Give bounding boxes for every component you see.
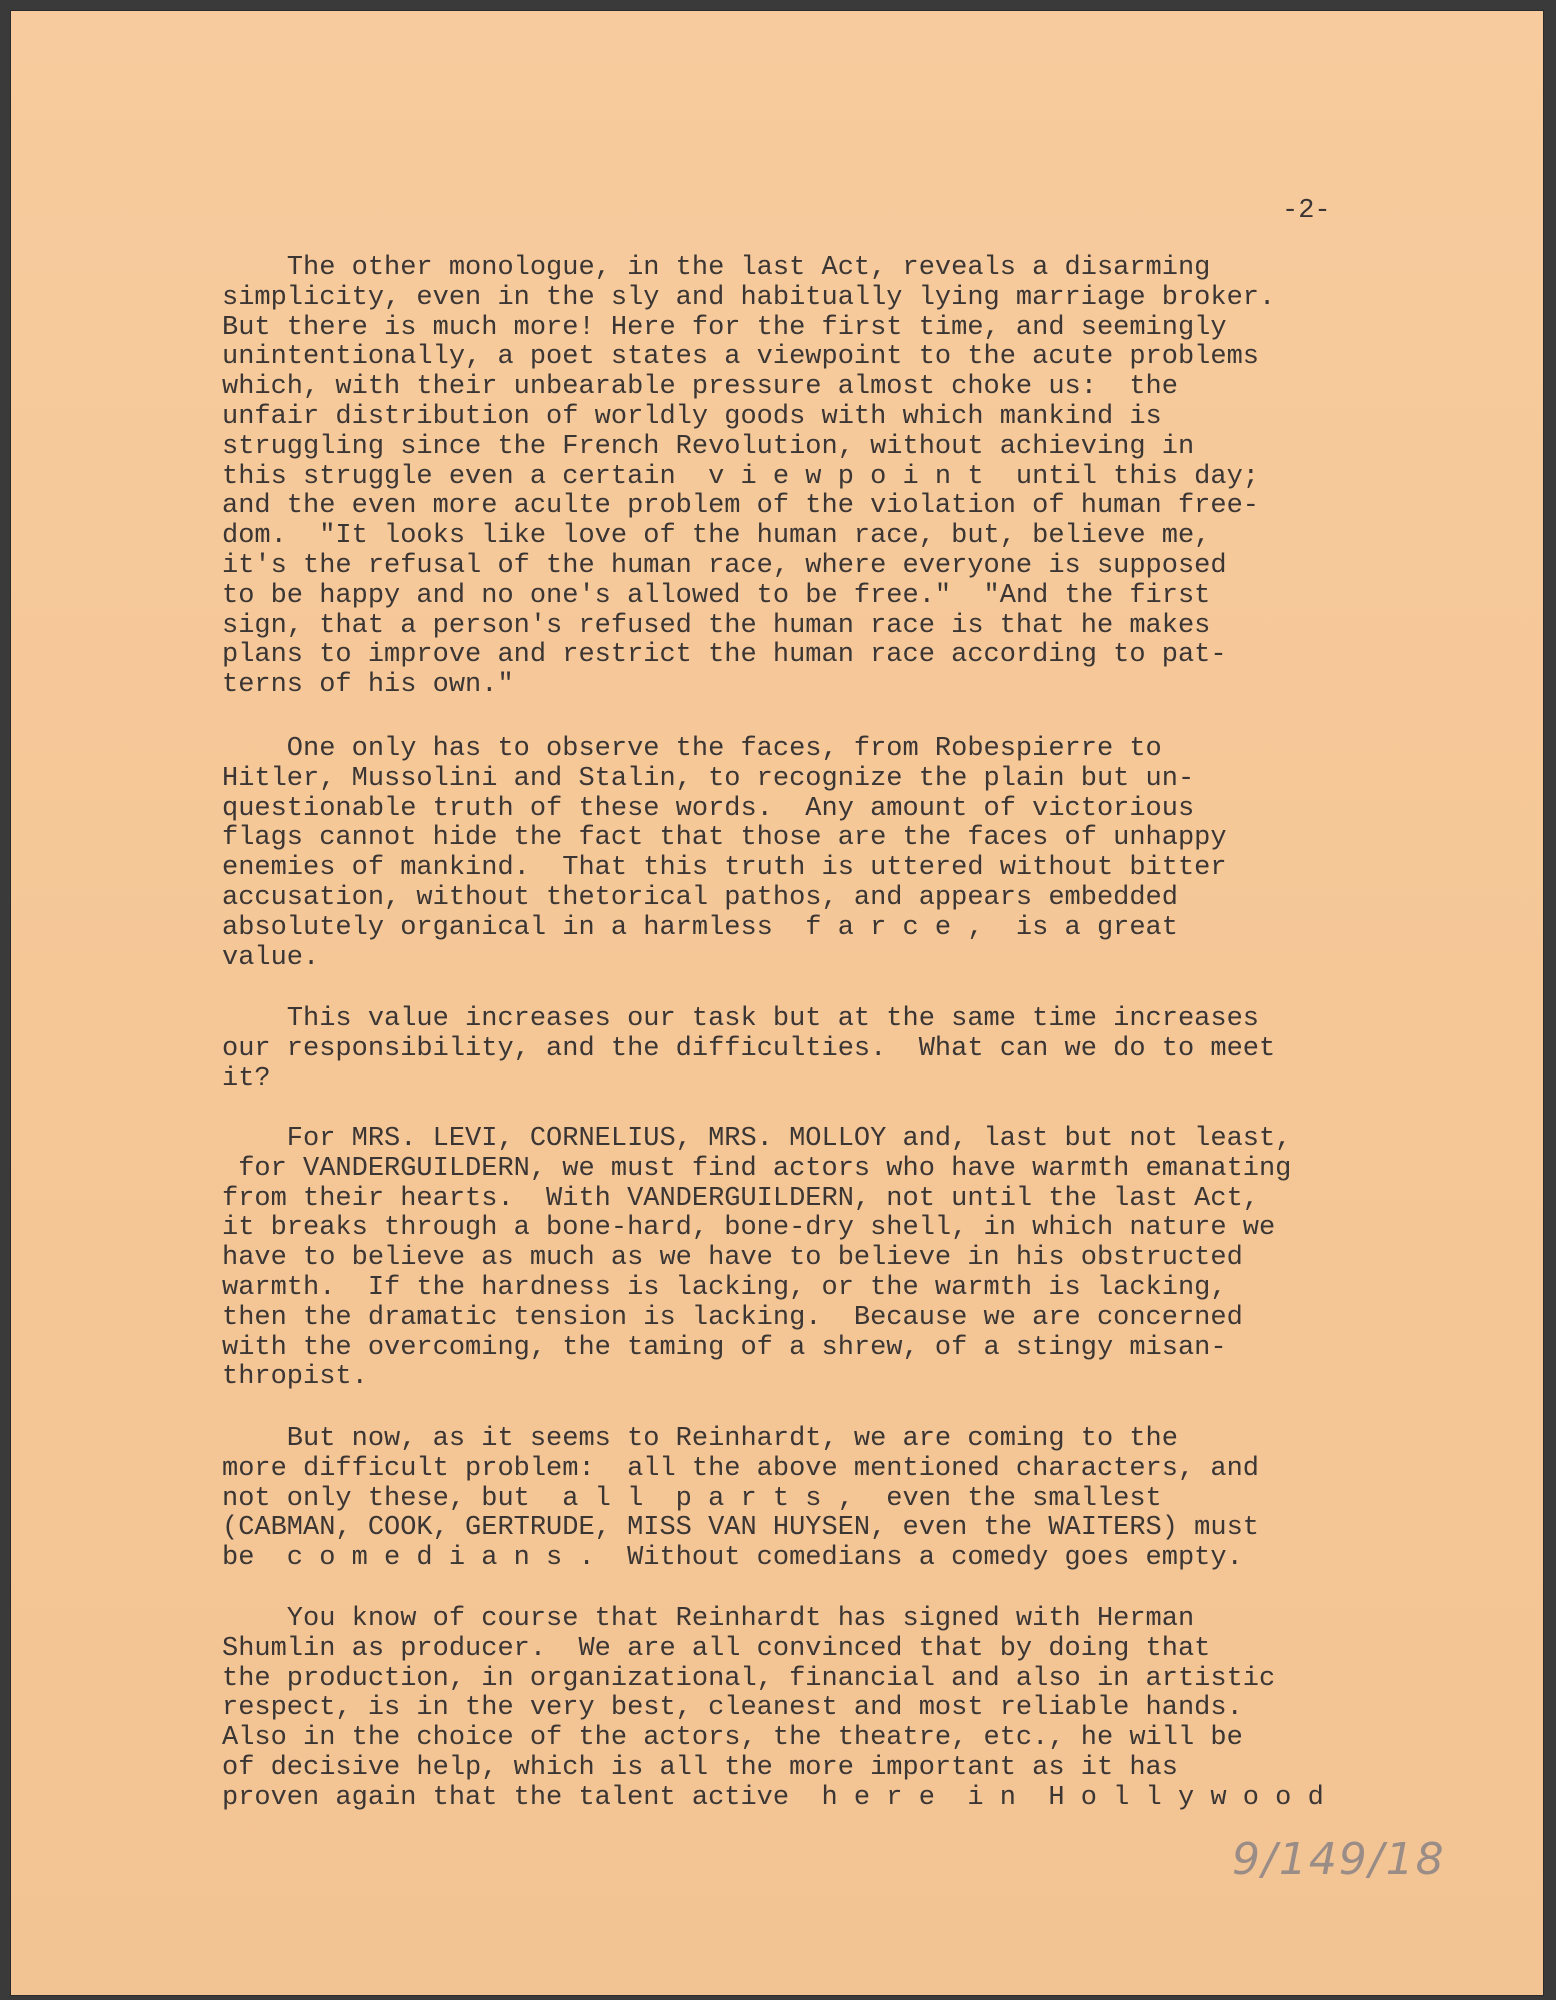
text-line: struggling since the French Revolution, without achieving in [222,431,1195,462]
document-page [10,10,1544,1996]
page-number: -2- [1282,196,1331,226]
text-line: our responsibility, and the difficulties. What can we do to meet [222,1033,1276,1064]
text-line: This value increases our task but at the same time increases [222,1004,1259,1034]
text-line: more difficult problem: all the above mentioned characters, and [222,1453,1259,1484]
text-line: Also in the choice of the actors, the theatre, etc., he will be [222,1723,1243,1754]
text-line: terns of his own." [222,670,514,701]
paragraph-3 [222,1005,1422,1094]
text-line: enemies of mankind. That this truth is uttered without bitter [222,853,1227,884]
text-line: flags cannot hide the fact that those are the faces of unhappy [222,823,1227,854]
text-line: questionable truth of these words. Any amount of victorious [222,793,1195,824]
text-line: dom. "It looks like love of the human race, but, believe me, [222,521,1211,552]
text-line: proven again that the talent active h e r e i n H o l l y w o o d [222,1782,1324,1813]
text-line: which, with their unbearable pressure almost choke us: the [222,372,1178,403]
text-line: this struggle even a certain v i e w p o i n t until this day; [222,461,1259,492]
text-line: sign, that a person's refused the human race is that he makes [222,610,1211,641]
text-line: The other monologue, in the last Act, reveals a disarming [222,253,1211,283]
text-line: plans to improve and restrict the human race according to pat- [222,640,1227,671]
paragraph-6 [222,1605,1422,1814]
text-line: not only these, but a l l p a r t s , even the smallest [222,1483,1162,1514]
text-line: it breaks through a bone-hard, bone-dry shell, in which nature we [222,1213,1276,1244]
text-line: simplicity, even in the sly and habitually lying marriage broker. [222,282,1276,313]
text-line: the production, in organizational, financial and also in artistic [222,1663,1276,1694]
text-line: it? [222,1063,271,1094]
text-line: But there is much more! Here for the first time, and seemingly [222,312,1227,343]
paragraph-2 [222,735,1422,973]
text-line: unintentionally, a poet states a viewpoint to the acute problems [222,342,1259,373]
text-line: from their hearts. With VANDERGUILDERN, not until the last Act, [222,1183,1259,1214]
text-line: But now, as it seems to Reinhardt, we are coming to the [222,1424,1178,1454]
text-line: then the dramatic tension is lacking. Because we are concerned [222,1302,1243,1333]
handwritten-archive-number: 9/149/18 [1232,1834,1446,1885]
paragraph-1 [222,254,1422,701]
text-line: with the overcoming, the taming of a shrew, of a stingy misan- [222,1332,1227,1363]
text-line: warmth. If the hardness is lacking, or the warmth is lacking, [222,1272,1227,1303]
text-line: For MRS. LEVI, CORNELIUS, MRS. MOLLOY and, last but not least, [222,1124,1292,1154]
text-line: Shumlin as producer. We are all convinced that by doing that [222,1633,1211,1664]
text-line: thropist. [222,1362,368,1393]
text-line: respect, is in the very best, cleanest and most reliable hands. [222,1693,1243,1724]
text-line: for VANDERGUILDERN, we must find actors who have warmth emanating [222,1153,1292,1184]
text-line: to be happy and no one's allowed to be free." "And the first [222,580,1211,611]
text-line: (CABMAN, COOK, GERTRUDE, MISS VAN HUYSEN, even the WAITERS) must [222,1513,1259,1544]
text-line: have to believe as much as we have to believe in his obstructed [222,1243,1243,1274]
text-line: absolutely organical in a harmless f a r c e , is a great [222,912,1178,943]
paragraph-4 [222,1125,1422,1393]
paragraph-5 [222,1425,1422,1574]
text-line: unfair distribution of worldly goods with which mankind is [222,401,1162,432]
text-line: Hitler, Mussolini and Stalin, to recognize the plain but un- [222,763,1195,794]
text-line: and the even more aculte problem of the violation of human free- [222,491,1259,522]
text-line: One only has to observe the faces, from Robespierre to [222,734,1162,764]
text-line: value. [222,942,320,973]
text-line: it's the refusal of the human race, where everyone is supposed [222,550,1227,581]
text-line: You know of course that Reinhardt has signed with Herman [222,1604,1195,1634]
text-line: of decisive help, which is all the more important as it has [222,1752,1178,1783]
text-line: accusation, without thetorical pathos, and appears embedded [222,882,1178,913]
text-line: be c o m e d i a n s . Without comedians a comedy goes empty. [222,1543,1243,1574]
